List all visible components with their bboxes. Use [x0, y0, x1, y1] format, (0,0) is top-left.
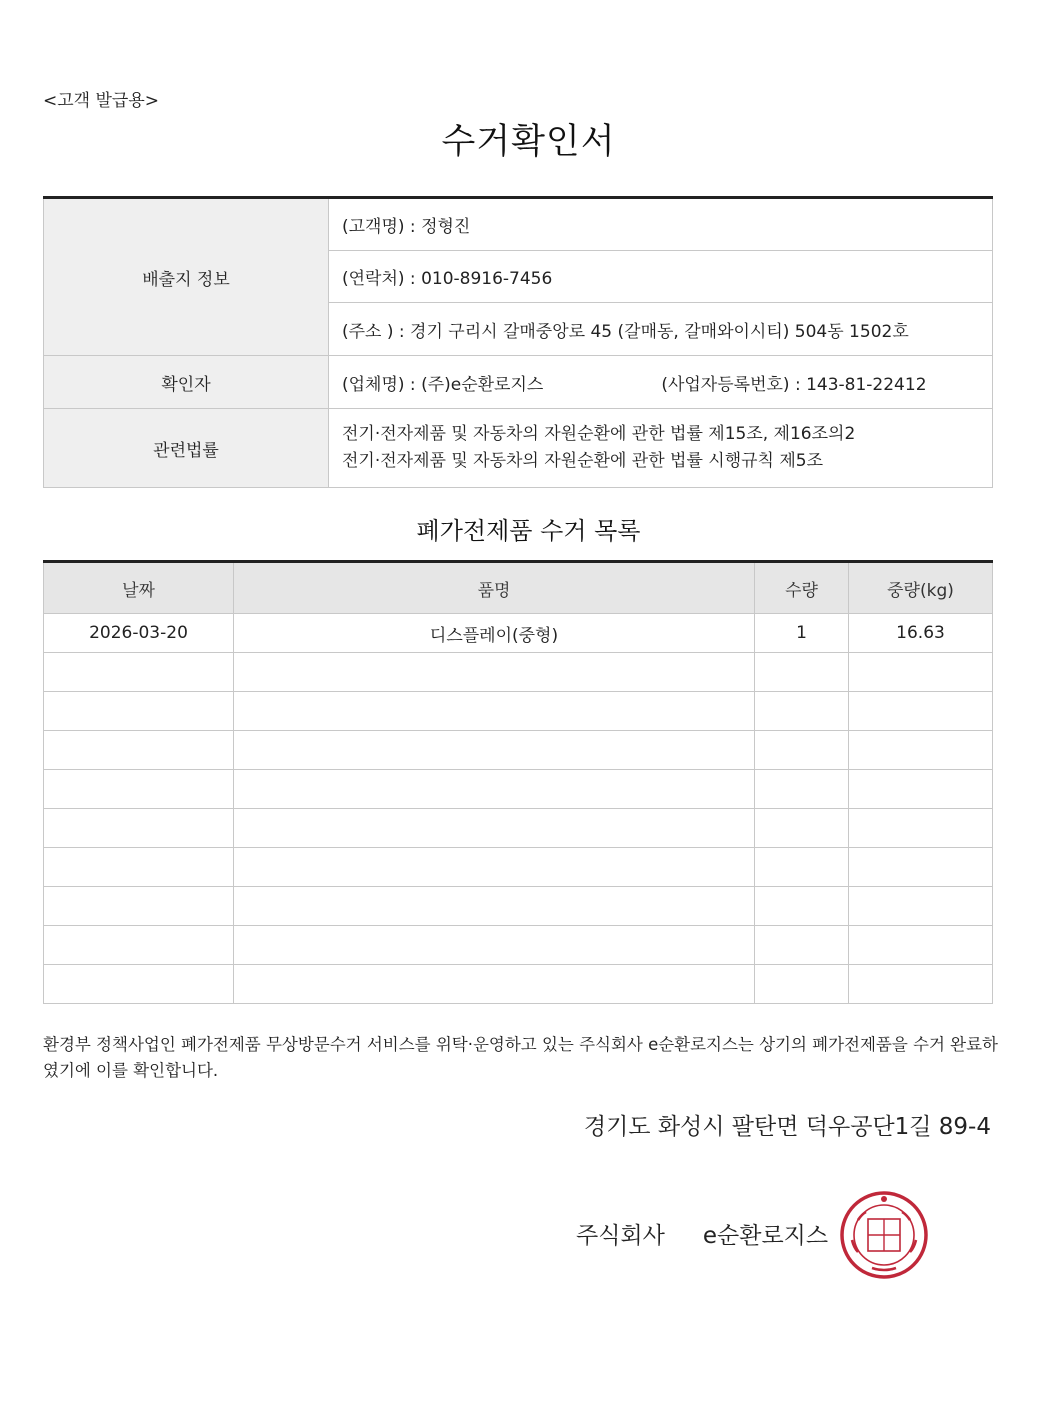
- table-row-empty: [44, 965, 993, 1004]
- cell-quantity: 1: [755, 614, 849, 653]
- cell-item: [234, 965, 755, 1004]
- table-row-empty: [44, 926, 993, 965]
- cell-quantity: [755, 965, 849, 1004]
- customer-name: (고객명) : 정형진: [329, 198, 993, 251]
- cell-weight: [849, 887, 993, 926]
- cell-date: [44, 809, 234, 848]
- cell-quantity: [755, 887, 849, 926]
- cell-date: 2026-03-20: [44, 614, 234, 653]
- cell-weight: [849, 731, 993, 770]
- cell-date: [44, 731, 234, 770]
- cell-weight: [849, 848, 993, 887]
- info-table: [43, 196, 993, 488]
- cell-quantity: [755, 926, 849, 965]
- company-name: (업체명) : (주)e순환로지스: [342, 374, 544, 395]
- table-row-empty: [44, 848, 993, 887]
- cell-weight: [849, 965, 993, 1004]
- issuer-company: [576, 1217, 828, 1250]
- confirmer-label: 확인자: [44, 356, 329, 409]
- cell-date: [44, 692, 234, 731]
- related-law-label: 관련법률: [44, 409, 329, 488]
- cell-item: [234, 692, 755, 731]
- related-law: [329, 409, 993, 488]
- company-address: 경기도 화성시 팔탄면 덕우공단1길 89-4: [583, 1114, 991, 1140]
- customer-contact: (연락처) : 010-8916-7456: [329, 251, 993, 303]
- cell-date: [44, 887, 234, 926]
- cell-item: [234, 809, 755, 848]
- cell-weight: [849, 653, 993, 692]
- discharge-info-label: 배출지 정보: [44, 198, 329, 356]
- cell-quantity: [755, 653, 849, 692]
- cell-item: [234, 653, 755, 692]
- cell-date: [44, 770, 234, 809]
- cell-weight: [849, 926, 993, 965]
- cell-date: [44, 848, 234, 887]
- cell-weight: [849, 770, 993, 809]
- document-title: 수거확인서: [441, 122, 616, 162]
- law-line-2: 전기·전자제품 및 자동차의 자원순환에 관한 법률 시행규칙 제5조: [342, 451, 824, 471]
- cell-item: [234, 926, 755, 965]
- customer-address: (주소 ) : 경기 구리시 갈매중앙로 45 (갈매동, 갈매와이시티) 504동 1502호: [329, 303, 993, 356]
- column-header-item: 품명: [234, 562, 755, 614]
- cell-weight: [849, 692, 993, 731]
- cell-quantity: [755, 809, 849, 848]
- copy-type-label: <고객 발급용>: [43, 91, 160, 111]
- company-seal-stamp: [838, 1190, 930, 1280]
- collection-items-table: [43, 560, 993, 1004]
- table-row: [44, 614, 993, 653]
- column-header-quantity: 수량: [755, 562, 849, 614]
- cell-item: [234, 770, 755, 809]
- cell-date: [44, 965, 234, 1004]
- table-row-empty: [44, 692, 993, 731]
- issuer-company-name: e순환로지스: [702, 1223, 829, 1249]
- confirmer-info: [329, 356, 993, 409]
- table-row-empty: [44, 770, 993, 809]
- cell-date: [44, 926, 234, 965]
- cell-item: [234, 887, 755, 926]
- cell-item: [234, 848, 755, 887]
- table-row-empty: [44, 731, 993, 770]
- table-row-empty: [44, 809, 993, 848]
- company-prefix: 주식회사: [576, 1223, 665, 1249]
- collection-list-title: 폐가전제품 수거 목록: [416, 517, 641, 545]
- cell-weight: 16.63: [849, 614, 993, 653]
- table-row-empty: [44, 887, 993, 926]
- cell-weight: [849, 809, 993, 848]
- cell-quantity: [755, 731, 849, 770]
- cell-item: 디스플레이(중형): [234, 614, 755, 653]
- cell-quantity: [755, 692, 849, 731]
- confirmation-statement: 환경부 정책사업인 폐가전제품 무상방문수거 서비스를 위탁·운영하고 있는 주식회사 e순환로지스는 상기의 폐가전제품을 수거 완료하였기에 이를 확인합니다.: [43, 1035, 998, 1080]
- cell-date: [44, 653, 234, 692]
- table-row-empty: [44, 653, 993, 692]
- column-header-date: 날짜: [44, 562, 234, 614]
- column-header-weight: 중량(kg): [849, 562, 993, 614]
- cell-quantity: [755, 770, 849, 809]
- cell-quantity: [755, 848, 849, 887]
- business-registration-number: (사업자등록번호) : 143-81-22412: [661, 374, 927, 395]
- table-header-row: [44, 562, 993, 614]
- law-line-1: 전기·전자제품 및 자동차의 자원순환에 관한 법률 제15조, 제16조의2: [342, 424, 856, 444]
- cell-item: [234, 731, 755, 770]
